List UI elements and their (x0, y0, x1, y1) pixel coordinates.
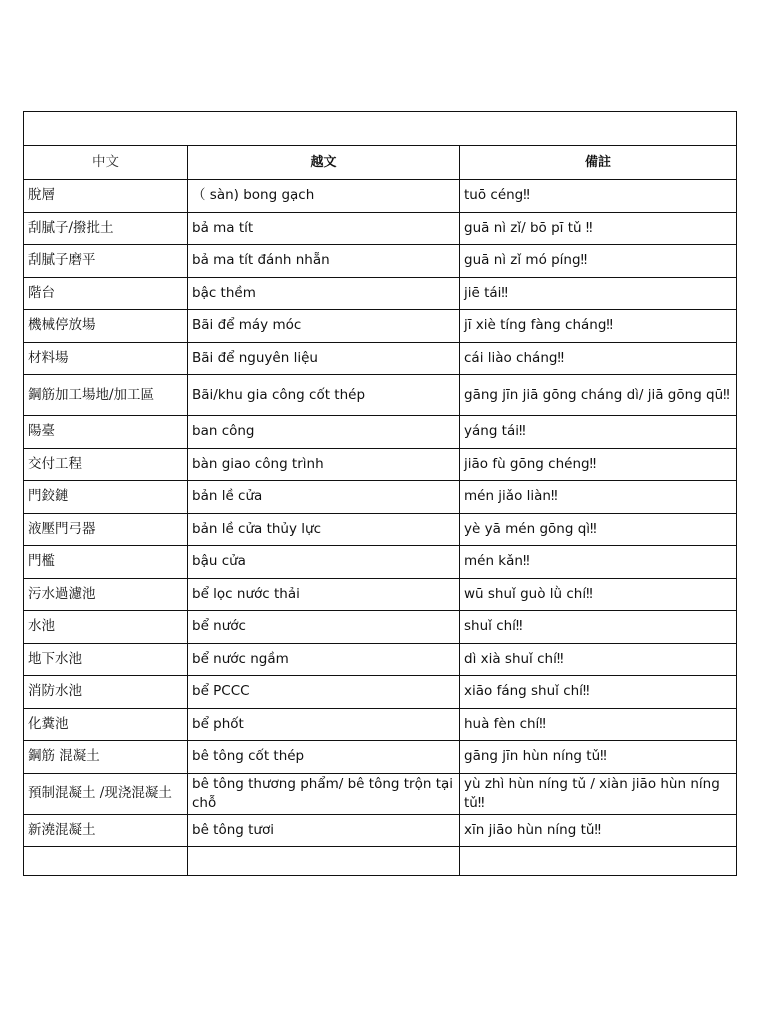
empty-cell (24, 847, 188, 876)
cell-vietnamese: bể phốt (188, 708, 460, 741)
cell-chinese: 門鉸鏈 (24, 481, 188, 514)
cell-chinese: 機械停放場 (24, 310, 188, 343)
cell-vietnamese: bả ma tít đánh nhẵn (188, 245, 460, 278)
table-row (24, 212, 737, 245)
table-row (24, 578, 737, 611)
cell-notes: jī xiè tíng fàng cháng‼ (460, 310, 737, 343)
cell-vietnamese: bể lọc nước thải (188, 578, 460, 611)
cell-chinese: 污水過濾池 (24, 578, 188, 611)
cell-vietnamese: bàn giao công trình (188, 448, 460, 481)
cell-notes: mén kǎn‼ (460, 546, 737, 579)
cell-vietnamese: bê tông thương phẩm/ bê tông trộn tại chỗ (188, 773, 460, 814)
cell-vietnamese: ban công (188, 416, 460, 449)
table-row (24, 180, 737, 213)
cell-chinese: 預制混凝土 /现浇混凝土 (24, 773, 188, 814)
table-row (24, 741, 737, 774)
table-row (24, 416, 737, 449)
cell-chinese: 水池 (24, 611, 188, 644)
cell-vietnamese: bản lề cửa thủy lực (188, 513, 460, 546)
cell-vietnamese: bậc thềm (188, 277, 460, 310)
table-row (24, 481, 737, 514)
cell-notes: yáng tái‼ (460, 416, 737, 449)
cell-chinese: 材料場 (24, 342, 188, 375)
cell-vietnamese: bê tông cốt thép (188, 741, 460, 774)
cell-chinese: 地下水池 (24, 643, 188, 676)
table-row (24, 375, 737, 416)
cell-chinese: 液壓門弓器 (24, 513, 188, 546)
table-row (24, 245, 737, 278)
cell-chinese: 化糞池 (24, 708, 188, 741)
cell-vietnamese: bể PCCC (188, 676, 460, 709)
table-row (24, 448, 737, 481)
cell-notes: xiāo fáng shuǐ chí‼ (460, 676, 737, 709)
header-chinese: 中文 (24, 146, 188, 180)
table-row (24, 342, 737, 375)
cell-notes: shuǐ chí‼ (460, 611, 737, 644)
cell-chinese: 鋼筋加工場地/加工區 (24, 375, 188, 416)
cell-chinese: 交付工程 (24, 448, 188, 481)
cell-notes: gāng jīn hùn níng tǔ‼ (460, 741, 737, 774)
cell-notes: jiāo fù gōng chéng‼ (460, 448, 737, 481)
cell-vietnamese: （ sàn) bong gạch (188, 180, 460, 213)
cell-vietnamese: Bãi/khu gia công cốt thép (188, 375, 460, 416)
cell-notes: yè yā mén gōng qì‼ (460, 513, 737, 546)
cell-notes: xīn jiāo hùn níng tǔ‼ (460, 814, 737, 847)
cell-notes: tuō céng‼ (460, 180, 737, 213)
cell-notes: jiē tái‼ (460, 277, 737, 310)
table-title-cell (24, 112, 737, 146)
cell-vietnamese: Bãi để máy móc (188, 310, 460, 343)
table-row (24, 546, 737, 579)
cell-vietnamese: bản lề cửa (188, 481, 460, 514)
cell-notes: gāng jīn jiā gōng cháng dì/ jiā gōng qū‼ (460, 375, 737, 416)
table-row (24, 676, 737, 709)
cell-chinese: 新澆混凝土 (24, 814, 188, 847)
cell-chinese: 門檻 (24, 546, 188, 579)
cell-notes: guā nì zǐ/ bō pī tǔ ‼ (460, 212, 737, 245)
cell-vietnamese: Bãi để nguyên liệu (188, 342, 460, 375)
empty-cell (460, 847, 737, 876)
table-header-row (24, 146, 737, 180)
cell-chinese: 刮膩子磨平 (24, 245, 188, 278)
cell-chinese: 刮膩子/撥批土 (24, 212, 188, 245)
cell-vietnamese: bê tông tươi (188, 814, 460, 847)
cell-vietnamese: bậu cửa (188, 546, 460, 579)
header-notes: 備註 (460, 146, 737, 180)
cell-vietnamese: bả ma tít (188, 212, 460, 245)
empty-cell (188, 847, 460, 876)
table-row (24, 773, 737, 814)
table-row (24, 643, 737, 676)
cell-chinese: 階台 (24, 277, 188, 310)
table-row (24, 708, 737, 741)
cell-notes: yù zhì hùn níng tǔ / xiàn jiāo hùn níng tǔ‼ (460, 773, 737, 814)
cell-chinese: 脫層 (24, 180, 188, 213)
cell-notes: wū shuǐ guò lǜ chí‼ (460, 578, 737, 611)
cell-chinese: 鋼筋 混凝土 (24, 741, 188, 774)
cell-notes: guā nì zǐ mó píng‼ (460, 245, 737, 278)
vocabulary-table (23, 111, 737, 876)
table-row (24, 277, 737, 310)
cell-notes: huà fèn chí‼ (460, 708, 737, 741)
header-vietnamese: 越文 (188, 146, 460, 180)
table-row (24, 814, 737, 847)
table-row (24, 310, 737, 343)
cell-vietnamese: bể nước (188, 611, 460, 644)
cell-vietnamese: bể nước ngầm (188, 643, 460, 676)
cell-chinese: 陽臺 (24, 416, 188, 449)
vocabulary-table-body (24, 112, 737, 876)
table-title-row (24, 112, 737, 146)
cell-notes: mén jiǎo liàn‼ (460, 481, 737, 514)
table-row (24, 513, 737, 546)
cell-notes: dì xià shuǐ chí‼ (460, 643, 737, 676)
table-row (24, 611, 737, 644)
table-empty-row (24, 847, 737, 876)
cell-chinese: 消防水池 (24, 676, 188, 709)
cell-notes: cái liào cháng‼ (460, 342, 737, 375)
